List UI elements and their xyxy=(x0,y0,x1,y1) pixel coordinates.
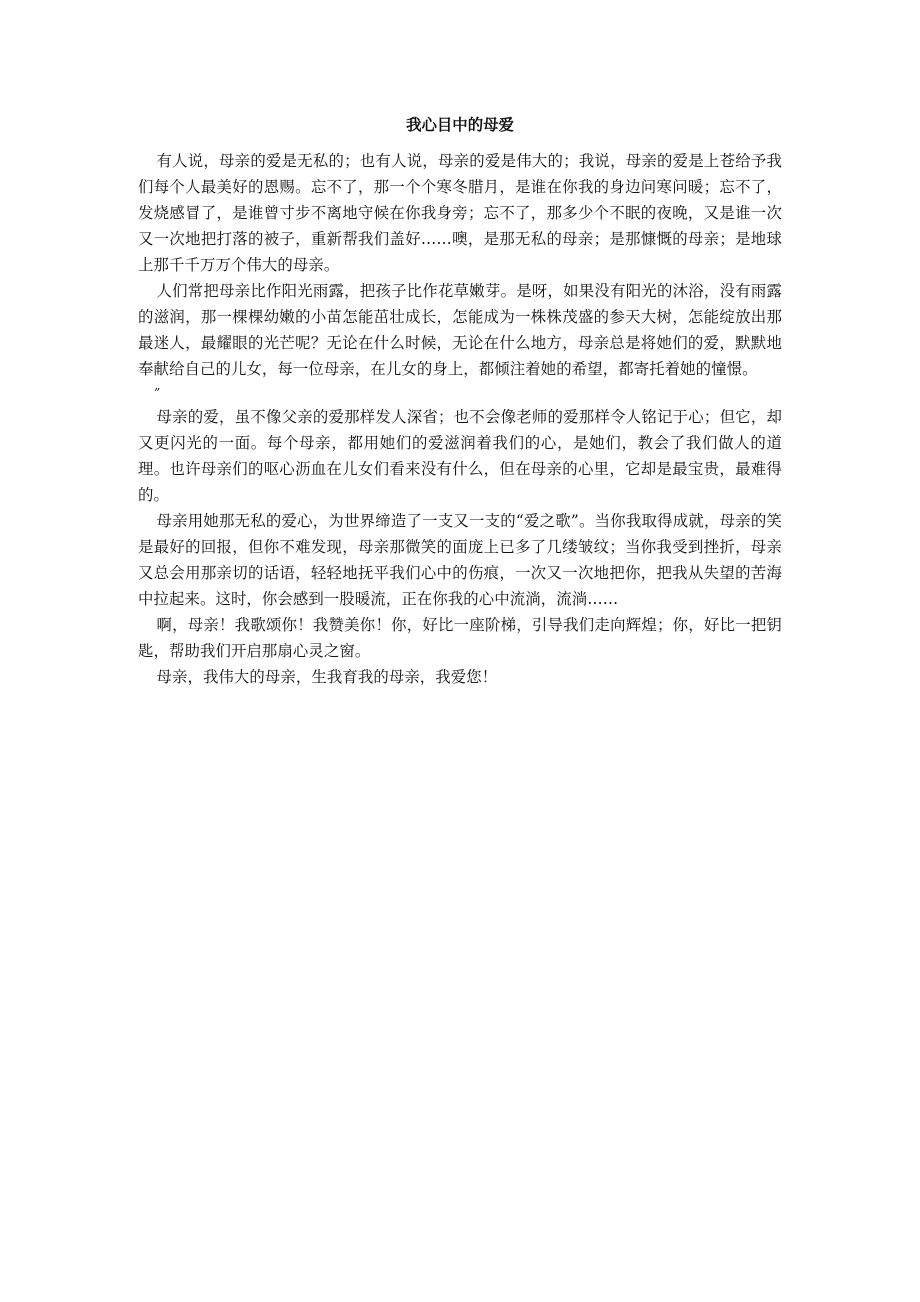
paragraph-6: 母亲，我伟大的母亲，生我育我的母亲，我爱您！ xyxy=(156,668,498,686)
paragraph-2: 人们常把母亲比作阳光雨露，把孩子比作花草嫩芽。是呀，如果没有阳光的沐浴，没有雨露的滋润，那一棵棵幼嫩的小苗怎能茁壮成长，怎能成为一株株茂盛的参天大树，怎能绽放出那最迷人，最耀眼的光芒呢？无论在什么时候，无论在什么地方，母亲总是将她们的爱，默默地奉献给自己的儿女，每一位母亲，在儿女的身上，都倾注着她的希望，都寄托着她的憧憬。 xyxy=(138,282,782,378)
paragraph-3: 母亲的爱，虽不像父亲的爱那样发人深省；也不会像老师的爱那样令人铭记于心；但它，却又更闪光的一面。每个母亲，都用她们的爱滋润着我们的心，是她们，教会了我们做人的道理。也许母亲们的呕心沥血在儿女们看来没有什么，但在母亲的心里，它却是最宝贵，最难得的。 xyxy=(138,408,782,504)
paragraph-5: 啊，母亲！我歌颂你！我赞美你！你，好比一座阶梯，引导我们走向辉煌；你，好比一把钥匙，帮助我们开启那扇心灵之窗。 xyxy=(138,616,782,660)
document-title: 我心目中的母爱 xyxy=(406,116,514,134)
stray-quote-mark: ” xyxy=(154,386,161,400)
paragraph-4: 母亲用她那无私的爱心，为世界缔造了一支又一支的“爱之歌”。当你我取得成就，母亲的笑是最好的回报，但你不难发现，母亲那微笑的面庞上已多了几缕皱纹；当你我受到挫折，母亲又总会用那亲切的话语，轻轻地抚平我们心中的伤痕，一次又一次地把你，把我从失望的苦海中拉起来。这时，你会感到一股暖流，正在你我的心中流淌，流淌…… xyxy=(138,512,782,608)
paragraph-1: 有人说，母亲的爱是无私的；也有人说，母亲的爱是伟大的；我说，母亲的爱是上苍给予我们每个人最美好的恩赐。忘不了，那一个个寒冬腊月，是谁在你我的身边问寒问暖；忘不了，发烧感冒了，是谁曾寸步不离地守候在你我身旁；忘不了，那多少个不眠的夜晚，又是谁一次又一次地把打落的被子，重新帮我们盖好……噢，是那无私的母亲；是那慷慨的母亲；是地球上那千千万万个伟大的母亲。 xyxy=(138,152,782,274)
document-page xyxy=(138,112,782,690)
